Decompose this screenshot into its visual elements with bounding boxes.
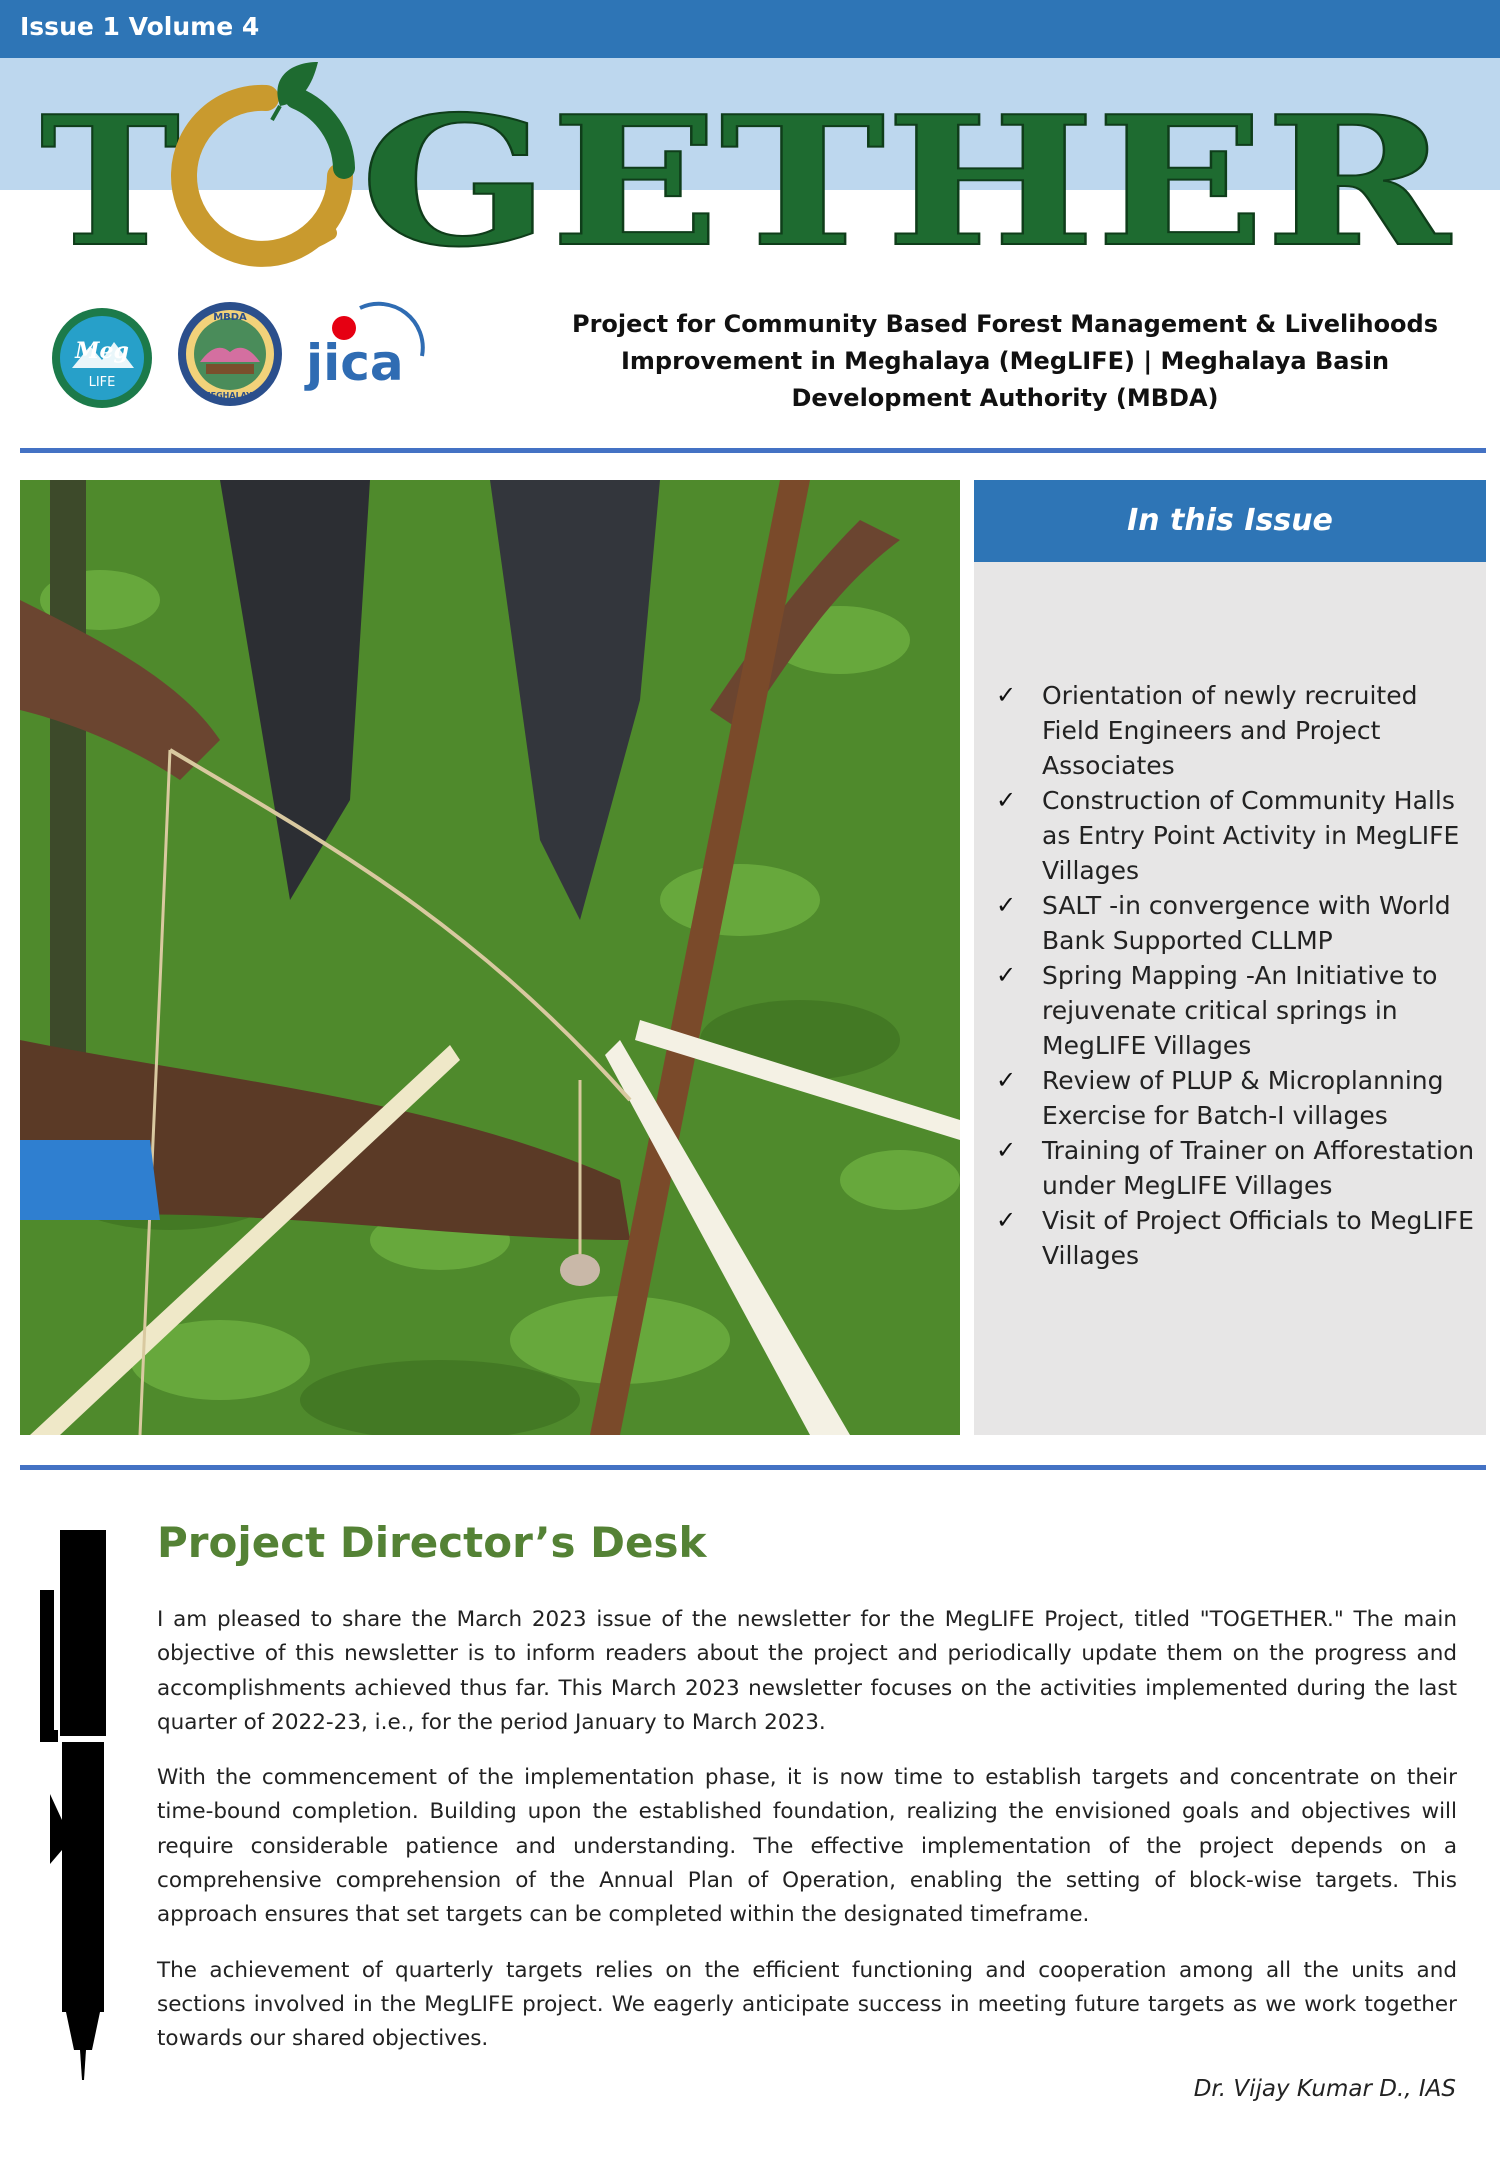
list-item <box>996 888 1476 958</box>
svg-text:MBDA: MBDA <box>213 312 247 323</box>
mbda-seal <box>176 300 284 408</box>
list-item <box>996 783 1476 888</box>
signature: Dr. Vijay Kumar D., IAS <box>1193 2076 1456 2102</box>
project-title: Project for Community Based Forest Management & Livelihoods Improvement in Meghalaya (MegLIFE) | Meghalaya Basin Development Authority (MBDA) <box>571 310 1439 412</box>
list-item <box>996 1063 1476 1133</box>
svg-text:LIFE: LIFE <box>88 375 116 390</box>
issue-item-text: Visit of Project Officials to MegLIFE Villages <box>1042 1206 1474 1270</box>
paragraph: The achievement of quarterly targets relies on the efficient functioning and cooperation among all the units and sections involved in the MegLIFE project. We eagerly anticipate success in meeting future targets as we work together towards our shared objectives. <box>157 1957 1457 2052</box>
jica-logo <box>300 294 430 394</box>
masthead-o-emblem <box>184 62 344 254</box>
svg-text:jica: jica <box>306 334 404 392</box>
list-item <box>996 678 1476 783</box>
field-measurement-photo <box>20 480 960 1435</box>
issue-label: Issue 1 Volume 4 <box>20 12 260 41</box>
checkmark-icon: ✓ <box>996 1066 1017 1094</box>
issue-item-text: Training of Trainer on Afforestation under MegLIFE Villages <box>1042 1136 1475 1200</box>
directors-desk-body <box>157 1603 1457 2078</box>
issue-bar <box>0 0 1500 58</box>
paragraph: With the commencement of the implementation phase, it is now time to establish targets and concentrate on their time-bound completion. Building upon the established foundation, realizing the envisioned goals and objectives will require considerable patience and understanding. The effective implementation of the project depends on a comprehensive comprehension of the Annual Plan of Operation, enabling the setting of block-wise targets. This approach ensures that set targets can be completed within the designated timeframe. <box>157 1765 1457 1928</box>
svg-text:MEGHALAYA: MEGHALAYA <box>202 391 258 400</box>
pen-icon <box>36 1530 126 2080</box>
in-this-issue-list <box>996 678 1476 1273</box>
checkmark-icon: ✓ <box>996 961 1017 989</box>
checkmark-icon: ✓ <box>996 1206 1017 1234</box>
masthead-letters-rest: GETHER <box>360 77 1452 268</box>
divider-bottom <box>20 1465 1486 1470</box>
in-this-issue-panel <box>974 480 1486 1435</box>
directors-desk-title: Project Director’s Desk <box>157 1518 707 1567</box>
list-item <box>996 1133 1476 1203</box>
checkmark-icon: ✓ <box>996 681 1017 709</box>
paragraph: I am pleased to share the March 2023 issue of the newsletter for the MegLIFE Project, titled "TOGETHER." The main objective of this newsletter is to inform readers about the project and periodically update them on the progress and accomplishments achieved thus far. This March 2023 newsletter focuses on the activities implemented during the last quarter of 2022-23, i.e., for the period January to March 2023. <box>157 1607 1457 1735</box>
meglife-logo <box>50 306 154 410</box>
divider-top <box>20 448 1486 453</box>
issue-item-text: Spring Mapping -An Initiative to rejuvenate critical springs in MegLIFE Villages <box>1042 961 1438 1060</box>
masthead-letter-t: T <box>40 77 180 268</box>
checkmark-icon: ✓ <box>996 1136 1017 1164</box>
issue-item-text: Review of PLUP & Microplanning Exercise for Batch-I villages <box>1042 1066 1444 1130</box>
svg-text:Meg: Meg <box>75 338 129 364</box>
checkmark-icon: ✓ <box>996 891 1017 919</box>
list-item <box>996 958 1476 1063</box>
masthead-title <box>40 58 1460 268</box>
issue-item-text: Orientation of newly recruited Field Engineers and Project Associates <box>1042 681 1418 780</box>
list-item <box>996 1203 1476 1273</box>
in-this-issue-heading: In this Issue <box>974 480 1486 562</box>
issue-item-text: Construction of Community Halls as Entry Point Activity in MegLIFE Villages <box>1042 786 1460 885</box>
issue-item-text: SALT -in convergence with World Bank Supported CLLMP <box>1042 891 1451 955</box>
checkmark-icon: ✓ <box>996 786 1017 814</box>
